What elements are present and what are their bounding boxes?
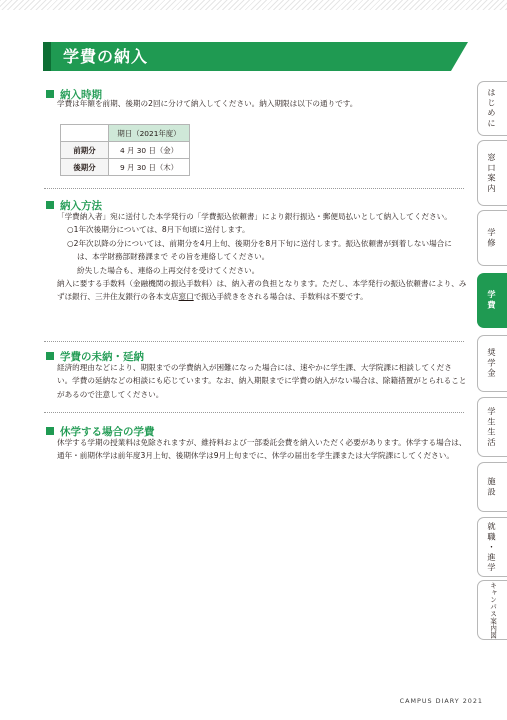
square-bullet-icon — [46, 90, 54, 98]
footer-text: CAMPUS DIARY 2021 — [399, 697, 483, 705]
square-bullet-icon — [46, 201, 54, 209]
side-tab-label: 就職・進学 — [487, 521, 497, 573]
extension-text: 経済的理由などにより、期限までの学費納入が困難になった場合には、速やかに学生課、大学院課に相談してください。学費の延納などの相談にも応じています。なお、納入期限までに学費の納入がない場合は、除籍措置がとられることがあるので注意してください。 — [57, 363, 467, 399]
side-tab-tuition[interactable] — [477, 273, 507, 328]
table-row — [61, 142, 190, 159]
side-tab-student-life[interactable] — [477, 397, 507, 457]
method-item-1: ○1年次後期分については、8月下旬頃に送付します。 — [67, 225, 250, 235]
table-row-label: 後期分 — [61, 159, 109, 176]
page-title: 学費の納入 — [63, 47, 149, 66]
section-divider — [44, 412, 464, 413]
side-tab-label: はじめに — [487, 88, 497, 129]
table-row-label: 前期分 — [61, 142, 109, 159]
side-tab-counter-guide[interactable] — [477, 140, 507, 206]
side-tab-label: 学費 — [487, 290, 497, 311]
method-body — [57, 210, 467, 304]
side-tab-campus-map[interactable] — [477, 580, 507, 640]
table-row-date: 4 月 30 日（金） — [109, 142, 190, 159]
section-divider — [44, 188, 464, 189]
leave-text: 休学する学期の授業料は免除されますが、維持料および一部委託会費を納入いただく必要があります。休学する場合は、通年・前期休学は前年度3月上旬、後期休学は9月上旬までに、休学の届出を学生課または大学院課にしてください。 — [57, 438, 467, 461]
table-row-date: 9 月 30 日（木） — [109, 159, 190, 176]
deadline-table — [60, 124, 190, 176]
fee-note-text: 納入に要する手数料（金融機関の振込手数料）は、納入者の負担となります。ただし、本学発行の振込依頼書により、みずほ銀行、三井住友銀行の各本支店 — [57, 279, 467, 302]
side-tab-label: 奨学金 — [487, 348, 497, 379]
side-tab-scholarship[interactable] — [477, 335, 507, 392]
method-item-2: ○2年次以降の分については、前期分を4月上旬、後期分を8月下旬に送付します。振込依頼書が到着しない場合には、本学財務部財務課まで その旨を連絡してください。 — [67, 238, 452, 262]
side-tab-label: 学修 — [487, 227, 497, 249]
section-heading-text: 納入時期 — [60, 89, 102, 101]
method-intro: 「学費納入者」宛に送付した本学発行の「学費振込依頼書」により銀行振込・郵便局払いとして納入してください。 — [57, 212, 452, 221]
table-header-row — [61, 125, 190, 142]
side-tab-career[interactable] — [477, 517, 507, 577]
section-heading-text: 学費の未納・延納 — [60, 351, 144, 363]
side-tab-label: 学生生活 — [487, 406, 497, 448]
square-bullet-icon — [46, 427, 54, 435]
timing-text: 学費は年額を前期、後期の2回に分けて納入してください。納入期限は以下の通りです。 — [57, 99, 358, 108]
side-tab-intro[interactable] — [477, 81, 507, 136]
side-tab-label: キャンパス案内図 — [488, 581, 497, 639]
section-heading-text: 休学する場合の学費 — [60, 426, 155, 438]
counter-link[interactable]: 窓口 — [178, 292, 194, 302]
top-stripe-decoration — [0, 0, 507, 10]
fee-note-text-end: で振込手続きをされる場合は、手数料は不要です。 — [193, 292, 368, 302]
section-heading-text: 納入方法 — [60, 200, 102, 212]
side-tab-label: 窓口案内 — [487, 152, 497, 194]
table-corner-cell — [61, 125, 109, 142]
section-divider — [44, 341, 464, 342]
square-bullet-icon — [46, 352, 54, 360]
table-header-cell: 期日（2021年度） — [109, 125, 190, 142]
title-banner-notch — [43, 42, 51, 71]
side-tab-label: 施設 — [487, 476, 497, 498]
table-row — [61, 159, 190, 176]
method-item-3: 紛失した場合も、連絡の上再交付を受けてください。 — [77, 265, 260, 275]
side-tab-study[interactable] — [477, 210, 507, 266]
side-tab-facilities[interactable] — [477, 462, 507, 512]
method-fee-note — [57, 277, 467, 304]
